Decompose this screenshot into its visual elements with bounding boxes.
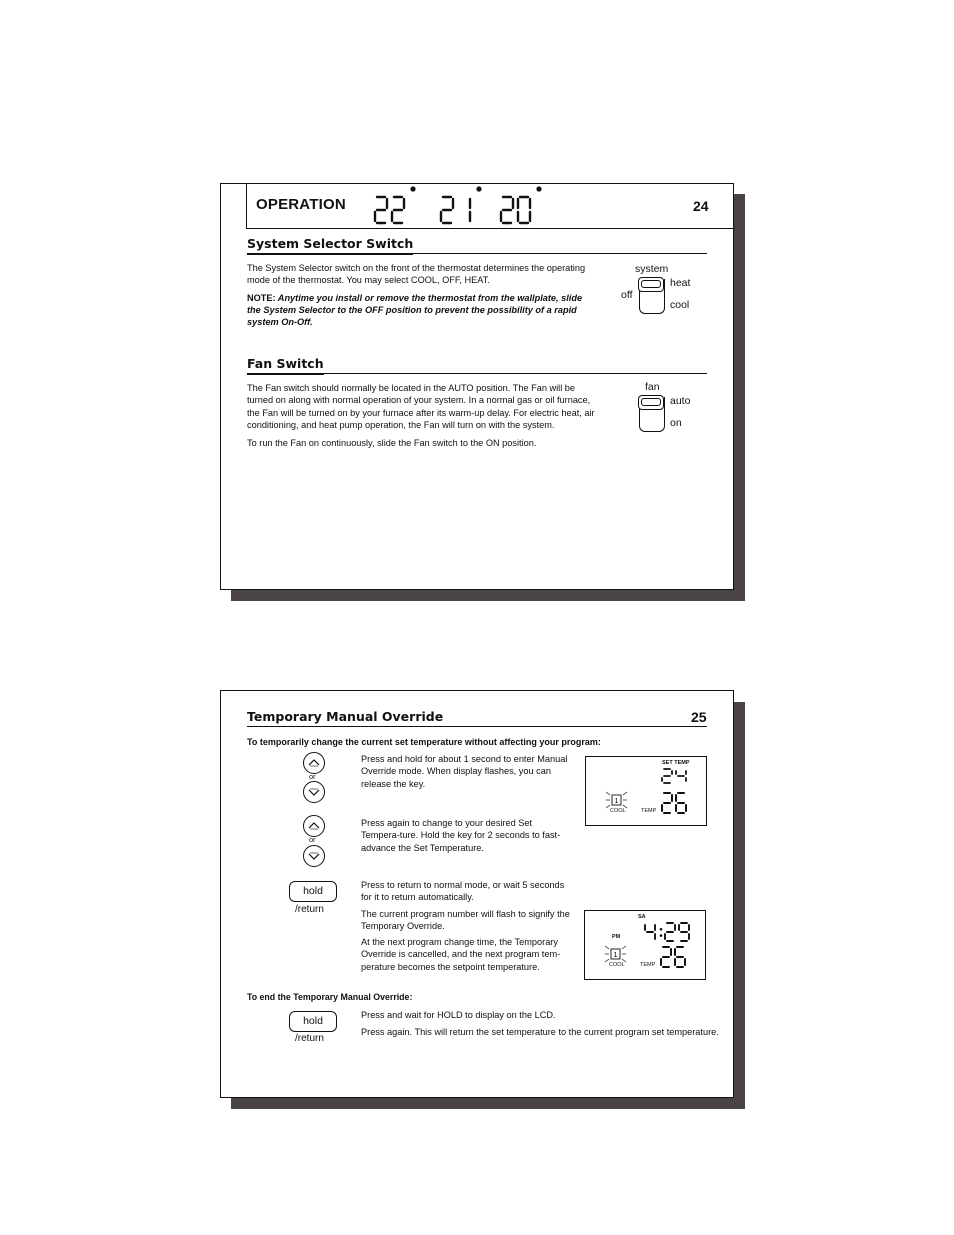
room-temperature-digit: [676, 793, 686, 813]
end-override-heading: To end the Temporary Manual Override:: [247, 992, 413, 1002]
hold-return-button[interactable]: hold: [289, 1011, 337, 1032]
hold-return-button[interactable]: hold: [289, 881, 337, 902]
down-arrow-icon: [304, 782, 324, 802]
header-temperature-digit: [501, 197, 513, 223]
section-header-title: OPERATION: [256, 196, 346, 213]
step-1-text: Press and hold for about 1 second to enter Manual Override mode. When display flashes, you can release the key.: [361, 754, 568, 789]
lcd-digits: [586, 757, 706, 825]
degree-symbol: [476, 186, 481, 191]
header-temperature-digit: [518, 197, 530, 223]
fan-switch-heading: Fan Switch: [247, 356, 707, 374]
header-temperature-digit: [392, 197, 404, 223]
temp-label: TEMP: [640, 962, 656, 968]
room-temperature-digit: [661, 947, 671, 967]
return-label: /return: [295, 904, 324, 915]
cool-mode-label: COOL: [610, 808, 626, 814]
override-intro: To temporarily change the current set temperature without affecting your program:: [247, 737, 601, 747]
header-temperature-digit: [375, 197, 387, 223]
day-label: SA: [638, 914, 646, 920]
up-arrow-icon: [304, 753, 324, 773]
fan-switch-description: The Fan switch should normally be located in the AUTO position. The Fan will be turned on along with normal operation of your system. In a normal gas or oil furnace, the Fan will be turned on by your furnace after its warm-up delay. For electric heat, air conditioning, and heat pump operation, the Fan will turn on with the system. To run the Fan on continuously, slide the Fan switch to the ON position.: [247, 383, 595, 449]
set-temperature-digit: [676, 771, 686, 781]
system-selector-description: The System Selector switch on the front of the thermostat determines the operating mode of the thermostat. You may select COOL, OFF, HEAT. NOTE: Anytime you install or remove the thermostat from the wallplate, slide the System Selector to the OFF position to prevent the possibility of a rapid system On-Off.: [247, 262, 592, 328]
clock-digit: [665, 923, 675, 941]
down-arrow-button[interactable]: [303, 781, 325, 803]
clock-digit: [679, 923, 689, 941]
fan-switch-auto-label: auto: [670, 395, 691, 407]
page-24: [220, 183, 734, 590]
program-number: 1: [614, 798, 619, 805]
page-header: [246, 183, 735, 229]
switch-knob[interactable]: [638, 277, 664, 292]
down-arrow-icon: [304, 846, 324, 866]
cool-mode-label: COOL: [609, 962, 625, 968]
degree-symbol: [536, 186, 541, 191]
step-2-text: Press again to change to your desired Set Tempera-ture. Hold the key for 2 seconds to fast-advance the Set Temperature.: [361, 818, 561, 853]
set-temp-label: SET TEMP: [662, 760, 690, 766]
down-arrow-button[interactable]: [303, 845, 325, 867]
up-arrow-button[interactable]: [303, 815, 325, 837]
fan-switch[interactable]: [639, 397, 665, 432]
program-number: 1: [613, 952, 618, 959]
fan-switch-label: fan: [645, 381, 660, 393]
return-label: /return: [295, 1033, 324, 1044]
system-switch-cool-label: cool: [670, 299, 690, 311]
seven-segment-temperature-display: [365, 185, 545, 229]
system-selector-switch[interactable]: [639, 279, 665, 314]
clock-digit: [645, 925, 655, 939]
header-temperature-digit: [441, 197, 453, 223]
lcd-set-temp-display: [585, 756, 707, 826]
system-selector-heading: System Selector Switch: [247, 236, 707, 254]
page-25: [220, 690, 734, 1098]
page-number: 24: [693, 198, 709, 214]
set-temperature-digit: [662, 769, 672, 783]
fan-switch-on-label: on: [670, 417, 682, 429]
flash-ray: [605, 946, 609, 949]
system-selector-note: NOTE: Anytime you install or remove the thermostat from the wallplate, slide the System Selector to the OFF position to prevent the possibility of a rapid system On-Off.: [247, 292, 583, 328]
lcd-digits: [585, 911, 705, 979]
pm-label: PM: [612, 934, 621, 940]
switch-knob[interactable]: [638, 395, 664, 410]
up-arrow-button[interactable]: [303, 752, 325, 774]
page-number: 25: [691, 709, 707, 725]
degree-symbol: [410, 186, 415, 191]
flash-ray: [622, 946, 626, 949]
system-switch-heat-label: heat: [670, 277, 691, 289]
step-3-text: Press to return to normal mode, or wait 5 seconds for it to return automatically. The current program number will flash to signify the Temporary Override. At the next program change time, the Temporary Override is cancelled, and the next program tem-perature becomes the setpoint temperature.: [361, 880, 570, 972]
flash-ray: [606, 792, 610, 795]
temporary-override-heading: Temporary Manual Override: [247, 709, 707, 727]
lcd-clock-display: [584, 910, 706, 980]
system-switch-off-label: off: [621, 289, 633, 301]
end-override-steps: Press and wait for HOLD to display on the LCD. Press again. This will return the set temperature to the current program set temperature.: [361, 1010, 719, 1038]
up-arrow-icon: [304, 816, 324, 836]
temp-label: TEMP: [641, 808, 657, 814]
system-switch-label: system: [635, 263, 669, 275]
room-temperature-digit: [662, 793, 672, 813]
room-temperature-digit: [675, 947, 685, 967]
or-label: or: [309, 772, 316, 781]
or-label: or: [309, 835, 316, 844]
flash-ray: [623, 792, 627, 795]
